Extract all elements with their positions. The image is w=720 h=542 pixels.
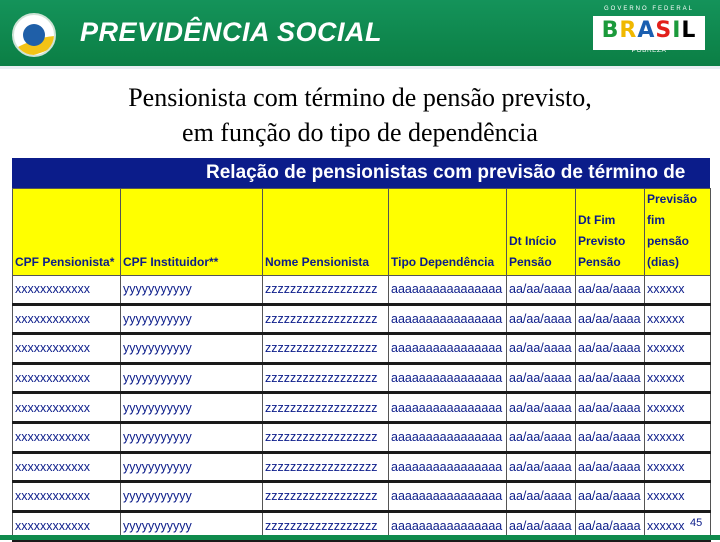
gov-slogan: PAÍS RICO É PAÍS SEM POBREZA [608, 40, 690, 54]
table-cell: aa/aa/aaaa [576, 276, 645, 305]
table-cell: xxxxxxxxxxxx [13, 511, 121, 541]
table-cell: xxxxxx [645, 482, 711, 512]
table-cell: aaaaaaaaaaaaaaaa [389, 452, 507, 482]
table-cell: xxxxxx [645, 304, 711, 334]
table-cell: xxxxxxxxxxxx [13, 422, 121, 452]
table-cell: aaaaaaaaaaaaaaaa [389, 304, 507, 334]
column-header: Dt Início Pensão [507, 189, 576, 276]
table-cell: aaaaaaaaaaaaaaaa [389, 276, 507, 305]
column-header: Tipo Dependência [389, 189, 507, 276]
table-row [13, 422, 711, 452]
table-cell: aaaaaaaaaaaaaaaa [389, 511, 507, 541]
table-cell: aa/aa/aaaa [576, 334, 645, 364]
table-cell: aa/aa/aaaa [507, 393, 576, 423]
footer-bar [0, 535, 720, 540]
table-cell: xxxxxxxxxxxx [13, 363, 121, 393]
previdencia-logo [12, 13, 56, 57]
brasil-letter: L [681, 18, 697, 43]
brasil-letter: R [619, 18, 638, 43]
table-cell: zzzzzzzzzzzzzzzzzz [263, 334, 389, 364]
table-row [13, 452, 711, 482]
table-cell: yyyyyyyyyyy [121, 304, 263, 334]
column-header: CPF Instituidor** [121, 189, 263, 276]
table-cell: aa/aa/aaaa [507, 334, 576, 364]
table-row [13, 363, 711, 393]
table-cell: xxxxxx [645, 334, 711, 364]
header-divider [0, 66, 720, 69]
pensioners-grid [12, 188, 711, 542]
table-cell: xxxxxxxxxxxx [13, 393, 121, 423]
title-line-1: Pensionista com término de pensão previsto, [128, 83, 592, 112]
table-cell: aaaaaaaaaaaaaaaa [389, 482, 507, 512]
brasil-letter: I [672, 18, 682, 43]
table-cell: aaaaaaaaaaaaaaaa [389, 334, 507, 364]
table-cell: yyyyyyyyyyy [121, 276, 263, 305]
table-cell: yyyyyyyyyyy [121, 482, 263, 512]
table-body [13, 276, 711, 541]
table-cell: aa/aa/aaaa [576, 511, 645, 541]
table-cell: yyyyyyyyyyy [121, 363, 263, 393]
table-cell: aa/aa/aaaa [507, 452, 576, 482]
table-cell: xxxxxx [645, 452, 711, 482]
table-cell: yyyyyyyyyyy [121, 511, 263, 541]
brasil-letter: A [637, 18, 656, 43]
brasil-letter: S [655, 18, 673, 43]
table-cell: aa/aa/aaaa [576, 422, 645, 452]
column-header: Dt Fim Previsto Pensão [576, 189, 645, 276]
table-cell: xxxxxx [645, 363, 711, 393]
table-cell: aa/aa/aaaa [576, 304, 645, 334]
header-bar [0, 0, 720, 68]
table-caption: Relação de pensionistas com previsão de término de [12, 158, 710, 188]
slide-title [0, 80, 720, 150]
table-cell: zzzzzzzzzzzzzzzzzz [263, 304, 389, 334]
table-cell: zzzzzzzzzzzzzzzzzz [263, 511, 389, 541]
table-cell: xxxxxxxxxxxx [13, 452, 121, 482]
table-cell: xxxxxxxxxxxx [13, 276, 121, 305]
table-cell: aaaaaaaaaaaaaaaa [389, 363, 507, 393]
title-line-2: em função do tipo de dependência [182, 118, 538, 147]
table-cell: xxxxxx [645, 276, 711, 305]
table-cell: xxxxxx [645, 511, 711, 541]
logo-globe [23, 24, 45, 46]
table-cell: xxxxxxxxxxxx [13, 334, 121, 364]
table-cell: zzzzzzzzzzzzzzzzzz [263, 363, 389, 393]
table-cell: aa/aa/aaaa [576, 393, 645, 423]
brand-title: PREVIDÊNCIA SOCIAL [80, 17, 383, 47]
column-header: Nome Pensionista [263, 189, 389, 276]
table-cell: xxxxxxxxxxxx [13, 482, 121, 512]
page-number: 45 [690, 517, 703, 529]
column-header: CPF Pensionista* [13, 189, 121, 276]
table-cell: aaaaaaaaaaaaaaaa [389, 422, 507, 452]
table-cell: zzzzzzzzzzzzzzzzzz [263, 276, 389, 305]
table-cell: xxxxxx [645, 393, 711, 423]
table-cell: zzzzzzzzzzzzzzzzzz [263, 452, 389, 482]
table-cell: aa/aa/aaaa [576, 363, 645, 393]
table-cell: yyyyyyyyyyy [121, 334, 263, 364]
table-cell: aa/aa/aaaa [507, 363, 576, 393]
table-cell: yyyyyyyyyyy [121, 452, 263, 482]
table-cell: aa/aa/aaaa [507, 511, 576, 541]
table-row [13, 276, 711, 305]
gov-line: GOVERNO FEDERAL [603, 6, 694, 12]
brasil-letter: B [601, 18, 620, 43]
table-cell: aa/aa/aaaa [507, 304, 576, 334]
table-cell: zzzzzzzzzzzzzzzzzz [263, 482, 389, 512]
table-cell: yyyyyyyyyyy [121, 393, 263, 423]
table-cell: aa/aa/aaaa [507, 422, 576, 452]
column-header: Previsão fim pensão (dias) [645, 189, 711, 276]
table-cell: aa/aa/aaaa [576, 452, 645, 482]
table-cell: aa/aa/aaaa [576, 482, 645, 512]
table-row [13, 482, 711, 512]
table-cell: xxxxxxxxxxxx [13, 304, 121, 334]
table-cell: aa/aa/aaaa [507, 482, 576, 512]
table-cell: yyyyyyyyyyy [121, 422, 263, 452]
table-row [13, 334, 711, 364]
table-cell: aaaaaaaaaaaaaaaa [389, 393, 507, 423]
table-cell: aa/aa/aaaa [507, 276, 576, 305]
table-row [13, 393, 711, 423]
table-cell: xxxxxx [645, 422, 711, 452]
table-header-row [13, 189, 711, 276]
table-cell: zzzzzzzzzzzzzzzzzz [263, 393, 389, 423]
table-row [13, 304, 711, 334]
table-cell: zzzzzzzzzzzzzzzzzz [263, 422, 389, 452]
